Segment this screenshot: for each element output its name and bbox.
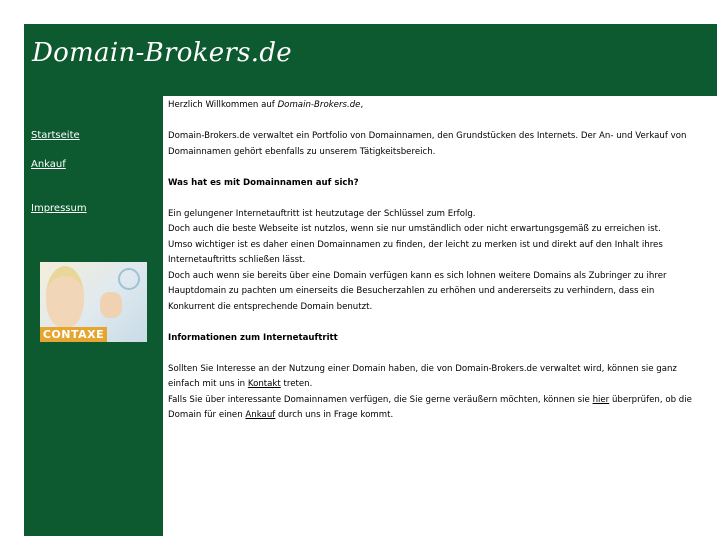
contaxe-ad-label: CONTAXE xyxy=(40,327,107,342)
internetauftritt-paragraph: Sollten Sie Interesse an der Nutzung einer Domain haben, die von Domain-Brokers.de verwaltet wird, können sie ganz einfach mit uns in Kontakt treten. Falls Sie über interessante Domainnamen verfügen, die Sie gerne veräußern möchten, können sie hier überprüfen, ob die Domain für einen Ankauf durch uns in Frage kommt. xyxy=(168,363,692,420)
hier-link[interactable]: hier xyxy=(592,394,610,405)
light-ring-icon xyxy=(118,268,140,290)
kontakt-link[interactable]: Kontakt xyxy=(247,379,281,389)
heading-internetauftritt: Informationen zum Internetauftritt xyxy=(168,332,338,343)
domainnamen-paragraph: Ein gelungener Internetauftritt ist heutzutage der Schlüssel zum Erfolg. Doch auch die beste Webseite ist nutzlos, wenn sie nur umständlich oder nicht erwartungsgemäß zu erreichen ist. Umso wichtiger ist es daher einen Domainnamen zu finden, der leicht zu merken ist und direkt auf den Inhalt ihres Internetauftritts schließen lässt. Doch auch wenn sie bereits über eine Domain verfügen kann es sich lohnen weitere Domains als Zubringer zu ihrer Hauptdomain zu pachten um einerseits die Besucherzahlen zu erhöhen und andererseits zu verhindern, dass ein Konkurrent die entsprechende Domain benutzt. xyxy=(168,208,667,312)
ankauf-link[interactable]: Ankauf xyxy=(245,410,276,420)
woman-face-image xyxy=(46,266,84,328)
site-logo[interactable]: Domain-Brokers.de xyxy=(32,38,292,68)
hand-image xyxy=(100,292,122,318)
nav-link-impressum[interactable]: Impressum xyxy=(31,203,87,214)
header-bar xyxy=(24,24,717,96)
welcome-line: Herzlich Willkommen auf Domain-Brokers.de, xyxy=(168,100,364,110)
nav-link-startseite[interactable]: Startseite xyxy=(31,130,80,141)
nav-link-ankauf[interactable]: Ankauf xyxy=(31,159,66,170)
intro-paragraph: Domain-Brokers.de verwaltet ein Portfolio von Domainnamen, den Grundstücken des Internets. Der An- und Verkauf von Domainnamen gehört ebenfalls zu unserem Tätigkeitsbereich. xyxy=(168,131,687,157)
main-content xyxy=(168,98,708,424)
sidebar xyxy=(24,96,163,536)
welcome-site-name: Domain-Brokers.de xyxy=(277,100,361,110)
heading-domainnamen: Was hat es mit Domainnamen auf sich? xyxy=(168,177,359,188)
contaxe-ad-banner[interactable] xyxy=(40,262,147,342)
